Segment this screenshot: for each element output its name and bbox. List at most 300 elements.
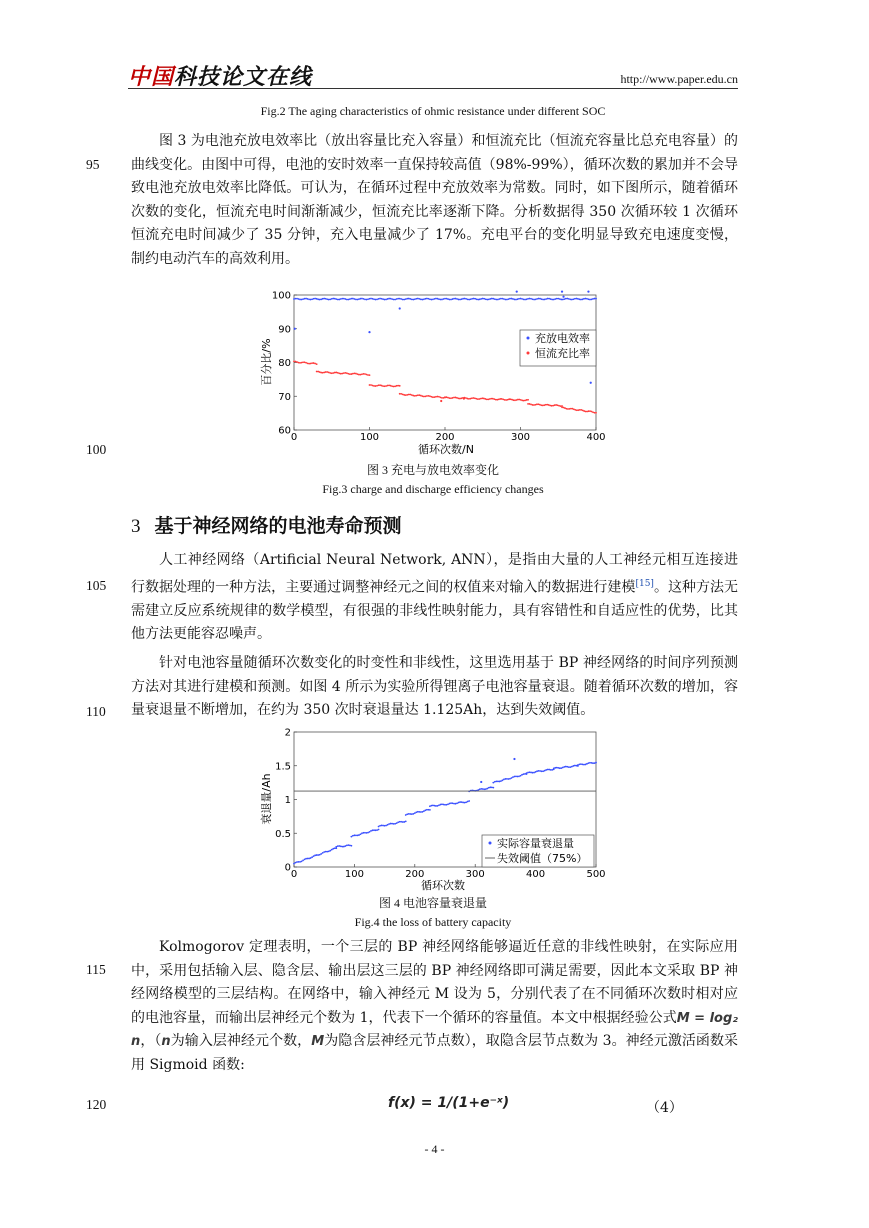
data-point — [508, 778, 510, 780]
data-point — [580, 763, 582, 765]
y-axis-label: 衰退量/Ah — [260, 773, 273, 825]
data-point — [302, 859, 304, 861]
line-number: 110 — [86, 704, 106, 719]
data-point — [319, 299, 321, 301]
data-point — [313, 298, 315, 300]
data-point — [595, 412, 597, 414]
fig4-caption-cn: 图 4 电池容量衰退量 — [378, 896, 487, 910]
data-point — [391, 823, 393, 825]
data-point — [432, 805, 434, 807]
data-point — [459, 299, 461, 301]
data-point — [545, 298, 547, 300]
section-heading: 3 基于神经网络的电池寿命预测 — [131, 515, 402, 537]
fig2-caption-en: Fig.2 The aging characteristics of ohmic resistance under different SOC — [260, 104, 606, 118]
data-point — [574, 298, 576, 300]
data-point — [406, 394, 408, 396]
data-point — [376, 385, 378, 387]
data-point — [492, 782, 494, 784]
data-point — [375, 299, 377, 301]
data-point — [592, 298, 594, 300]
data-point — [411, 813, 413, 815]
data-point — [335, 298, 337, 300]
data-point — [511, 298, 513, 300]
data-point — [464, 802, 466, 804]
data-point — [310, 363, 312, 365]
data-point — [468, 800, 470, 802]
data-point — [347, 299, 349, 301]
data-point — [352, 835, 354, 837]
data-point — [361, 298, 363, 300]
data-point — [370, 298, 372, 300]
data-point — [421, 299, 423, 301]
data-point — [426, 298, 428, 300]
data-point — [450, 299, 452, 301]
data-point — [455, 298, 457, 300]
data-point — [298, 362, 300, 364]
data-point — [408, 298, 410, 300]
x-tick-label: 200 — [405, 869, 425, 880]
legend-entry: 失效阈值（75%） — [497, 852, 588, 865]
data-point — [471, 298, 473, 300]
data-point — [554, 767, 556, 769]
data-point — [316, 363, 318, 365]
data-point — [536, 298, 538, 300]
data-point — [382, 298, 384, 300]
data-point — [347, 373, 349, 375]
data-point — [423, 810, 425, 812]
x-tick-label: 0 — [290, 869, 298, 880]
data-point — [455, 803, 457, 805]
data-point — [335, 372, 337, 374]
data-point — [406, 813, 408, 815]
data-point — [310, 299, 312, 301]
data-point — [489, 398, 491, 400]
data-point — [530, 772, 532, 774]
data-point — [524, 299, 526, 301]
data-point — [431, 396, 433, 398]
data-point — [459, 398, 461, 400]
data-point — [496, 399, 498, 401]
data-point — [340, 845, 342, 847]
fig4-caption-en: Fig.4 the loss of battery capacity — [354, 915, 512, 929]
data-point — [349, 844, 351, 846]
data-point — [323, 372, 325, 374]
data-point — [360, 374, 362, 376]
data-point — [588, 762, 590, 764]
data-point — [424, 396, 426, 398]
data-point — [447, 298, 449, 300]
data-point — [527, 298, 529, 300]
y-tick-label: 2 — [284, 727, 291, 739]
data-point — [314, 854, 316, 856]
data-point — [475, 398, 477, 400]
data-point — [482, 788, 484, 790]
data-point — [434, 396, 436, 398]
data-point — [391, 298, 393, 300]
data-point — [391, 385, 393, 387]
data-point — [548, 769, 550, 771]
outlier-point — [587, 291, 589, 293]
data-point — [350, 845, 352, 847]
data-point — [405, 820, 407, 822]
data-point — [588, 298, 590, 300]
y-tick-label: 90 — [278, 324, 291, 336]
inline-formula: M = log₂ n — [131, 1010, 738, 1049]
data-point — [476, 298, 478, 300]
outlier-point — [562, 296, 564, 298]
data-point — [441, 803, 443, 805]
x-tick-label: 300 — [510, 432, 531, 443]
outlier-point — [399, 307, 401, 309]
data-point — [412, 299, 414, 301]
fig3-efficiency-chart — [250, 285, 620, 460]
data-point — [364, 298, 366, 300]
data-point — [557, 767, 559, 769]
data-point — [414, 395, 416, 397]
inline-formula: M — [311, 1034, 325, 1049]
data-point — [388, 384, 390, 386]
y-axis-label: 百分比/% — [260, 338, 273, 386]
x-tick-label: 400 — [586, 432, 606, 443]
data-point — [583, 298, 585, 300]
data-point — [446, 298, 448, 300]
data-point — [527, 399, 529, 401]
data-point — [393, 386, 395, 388]
data-point — [527, 772, 529, 774]
fig3-caption-en: Fig.3 charge and discharge efficiency changes — [322, 482, 544, 496]
data-point — [326, 851, 328, 853]
data-point — [545, 769, 547, 771]
data-point — [320, 853, 322, 855]
outlier-point — [463, 398, 465, 400]
data-point — [326, 371, 328, 373]
data-point — [562, 299, 564, 301]
data-point — [505, 399, 507, 401]
data-point — [399, 385, 401, 387]
data-point — [384, 385, 386, 387]
data-point — [323, 298, 325, 300]
data-point — [301, 860, 303, 862]
legend-entry: 恒流充比率 — [535, 347, 590, 360]
data-point — [468, 299, 470, 301]
equation-number: （4） — [646, 1100, 683, 1116]
data-point — [305, 298, 307, 300]
data-point — [466, 398, 468, 400]
data-point — [394, 299, 396, 301]
data-point — [403, 299, 405, 301]
data-point — [443, 298, 445, 300]
legend-swatch — [489, 842, 492, 845]
data-point — [498, 298, 500, 300]
data-point — [437, 396, 439, 398]
line-number: 105 — [86, 578, 107, 593]
data-point — [307, 362, 309, 364]
data-point — [477, 299, 479, 301]
data-point — [329, 850, 331, 852]
data-point — [440, 804, 442, 806]
data-point — [563, 766, 565, 768]
data-point — [435, 396, 437, 398]
data-point — [492, 787, 494, 789]
data-point — [308, 858, 310, 860]
y-tick-label: 100 — [271, 290, 291, 302]
data-point — [566, 298, 568, 300]
header-url[interactable]: http://www.paper.edu.cn — [620, 72, 738, 86]
data-point — [352, 298, 354, 300]
data-point — [461, 801, 463, 803]
data-point — [344, 298, 346, 300]
data-point — [378, 298, 380, 300]
data-point — [350, 373, 352, 375]
data-point — [529, 298, 531, 300]
data-point — [438, 298, 440, 300]
data-point — [369, 374, 371, 376]
outlier-point — [513, 758, 515, 760]
data-point — [326, 298, 328, 300]
data-point — [489, 298, 491, 300]
data-point — [595, 298, 597, 300]
data-point — [366, 832, 368, 834]
data-point — [322, 852, 324, 854]
data-point — [529, 771, 531, 773]
data-point — [405, 394, 407, 396]
data-point — [378, 829, 380, 831]
data-point — [501, 779, 503, 781]
x-tick-label: 100 — [344, 869, 364, 880]
data-point — [429, 809, 431, 811]
paragraph-efficiency: 图 3 为电池充放电效率比（放出容量比充入容量）和恒流充比（恒流充容量比总充电容量）的曲线变化。由图中可得，电池的安时效率一直保持较高值（98%-99%），循环次数的累加并不会导致电池充放电效率比降低。可认为，在循环过程中充放效率为常数。同时，如下图所示，随着循环次数的变化，恒流充电时间渐渐减少，恒流充比率逐渐下降。分析数据得 350 次循环较 1 次循环恒流充电时间减少了 35 分钟，充入电量减少了 17%。充电平台的变化明显导致充电速度变慢，制约电动汽车的高效利用。 — [131, 133, 738, 267]
data-point — [301, 362, 303, 364]
data-point — [343, 372, 345, 374]
data-point — [421, 395, 423, 397]
data-point — [473, 298, 475, 300]
data-point — [506, 299, 508, 301]
data-point — [396, 298, 398, 300]
data-point — [366, 299, 368, 301]
legend-entry: 充放电效率 — [535, 332, 590, 345]
data-point — [532, 298, 534, 300]
data-point — [566, 766, 568, 768]
data-point — [498, 781, 500, 783]
data-point — [414, 812, 416, 814]
line-number: 100 — [86, 442, 107, 457]
data-point — [347, 844, 349, 846]
line-number: 120 — [86, 1097, 107, 1112]
data-point — [431, 805, 433, 807]
data-point — [332, 848, 334, 850]
y-tick-label: 80 — [278, 358, 291, 369]
legend-swatch — [527, 337, 530, 340]
sigmoid-equation: f(x) = 1/(1+e⁻ˣ) — [388, 1095, 510, 1111]
citation-link[interactable]: [15] — [635, 578, 654, 589]
data-point — [331, 372, 333, 374]
x-tick-label: 200 — [435, 432, 455, 443]
y-tick-label: 1.5 — [275, 761, 291, 773]
data-point — [415, 395, 417, 397]
paragraph-ann: 人工神经网络（Artificial Neural Network, ANN），是指由大量的人工神经元相互连接进行数据处理的一种方法，主要通过调整神经元之间的权值来对输入的数据进行建模[15]。这种方法无需建立反应系统规律的数学模型，有很强的非线性映射能力，具有容错性和自适应性的优势，比其他方法更能容忍噪声。 — [131, 552, 739, 643]
line-number: 115 — [86, 962, 106, 977]
data-point — [322, 298, 324, 300]
outlier-point — [440, 400, 442, 402]
data-point — [450, 397, 452, 399]
data-point — [418, 394, 420, 396]
data-point — [379, 384, 381, 386]
data-point — [452, 802, 454, 804]
data-point — [571, 299, 573, 301]
data-point — [293, 298, 295, 300]
data-point — [360, 833, 362, 835]
y-tick-label: 1 — [284, 795, 291, 806]
data-point — [580, 299, 582, 301]
data-point — [553, 299, 555, 301]
data-point — [299, 362, 301, 364]
data-point — [331, 298, 333, 300]
line-number: 95 — [86, 157, 100, 172]
data-point — [491, 786, 493, 788]
data-point — [332, 372, 334, 374]
data-point — [533, 404, 535, 406]
data-point — [301, 299, 303, 301]
data-point — [397, 385, 399, 387]
data-point — [338, 845, 340, 847]
data-point — [582, 763, 584, 765]
data-point — [357, 299, 359, 301]
data-point — [578, 298, 580, 300]
data-point — [310, 857, 312, 859]
legend-swatch — [527, 352, 530, 355]
data-point — [536, 770, 538, 772]
data-point — [556, 767, 558, 769]
data-point — [350, 836, 352, 838]
data-point — [595, 762, 597, 764]
x-axis-label: 循环次数 — [421, 879, 465, 892]
data-point — [311, 856, 313, 858]
data-point — [379, 825, 381, 827]
data-point — [494, 298, 496, 300]
data-point — [557, 298, 559, 300]
data-point — [565, 766, 567, 768]
outlier-point — [590, 382, 592, 384]
outlier-point — [368, 331, 370, 333]
data-point — [434, 298, 436, 300]
data-point — [357, 835, 359, 837]
data-point — [314, 298, 316, 300]
data-point — [420, 298, 422, 300]
data-point — [387, 298, 389, 300]
data-point — [323, 851, 325, 853]
outlier-point — [294, 328, 296, 330]
fig4-capacity-loss-chart — [250, 725, 620, 895]
data-point — [369, 298, 371, 300]
data-point — [338, 372, 340, 374]
data-point — [370, 384, 372, 386]
data-point — [317, 854, 319, 856]
data-point — [585, 298, 587, 300]
data-point — [578, 763, 580, 765]
legend-entry: 实际容量衰退量 — [497, 837, 574, 850]
outlier-point — [516, 291, 518, 293]
data-point — [396, 385, 398, 387]
data-point — [361, 373, 363, 375]
data-point — [550, 298, 552, 300]
data-point — [296, 298, 298, 300]
data-point — [520, 298, 522, 300]
data-point — [523, 298, 525, 300]
data-point — [434, 805, 436, 807]
data-point — [375, 385, 377, 387]
data-point — [329, 372, 331, 374]
data-point — [515, 299, 517, 301]
data-point — [480, 398, 482, 400]
x-tick-label: 500 — [586, 869, 606, 880]
y-tick-label: 60 — [278, 425, 291, 437]
data-point — [331, 849, 333, 851]
data-point — [424, 298, 426, 300]
data-point — [412, 395, 414, 397]
y-tick-label: 0.5 — [275, 828, 291, 840]
data-point — [344, 372, 346, 374]
x-axis-label: 循环次数/N — [418, 443, 474, 456]
page-number: - 4 - — [424, 1142, 445, 1156]
data-point — [575, 298, 577, 300]
data-point — [317, 298, 319, 300]
y-tick-label: 70 — [278, 391, 291, 403]
data-point — [429, 298, 431, 300]
data-point — [417, 298, 419, 300]
x-tick-label: 300 — [465, 869, 485, 880]
data-point — [501, 298, 503, 300]
data-point — [343, 298, 345, 300]
data-point — [313, 362, 315, 364]
data-point — [340, 298, 342, 300]
data-point — [494, 781, 496, 783]
data-point — [539, 770, 541, 772]
data-point — [369, 831, 371, 833]
data-point — [341, 373, 343, 375]
journal-logo: 中国科技论文在线 — [128, 65, 313, 90]
x-tick-label: 100 — [359, 432, 380, 443]
data-point — [480, 298, 482, 300]
data-point — [400, 821, 402, 823]
inline-formula: n — [161, 1034, 171, 1049]
x-tick-label: 400 — [526, 869, 546, 880]
data-point — [479, 788, 481, 790]
data-point — [511, 777, 513, 779]
data-point — [388, 823, 390, 825]
header-divider — [128, 88, 738, 89]
data-point — [322, 372, 324, 374]
data-point — [541, 298, 543, 300]
outlier-point — [480, 781, 482, 783]
data-point — [449, 803, 451, 805]
data-point — [427, 395, 429, 397]
data-point — [399, 298, 401, 300]
data-point — [520, 775, 522, 777]
outlier-point — [561, 291, 563, 293]
data-point — [503, 298, 505, 300]
paragraph-bp-method: 针对电池容量随循环次数变化的时变性和非线性，这里选用基于 BP 神经网络的时间序列预测方法对其进行建模和预测。如图 4 所示为实验所得锂离子电池容量衰退。随着循环次数的增加，容量衰退量不断增加，在约为 350 次时衰退量达 1.125Ah，达到失效阈值。 — [131, 655, 738, 718]
data-point — [373, 298, 375, 300]
y-tick-label: 0 — [284, 862, 291, 874]
data-point — [384, 825, 386, 827]
fig3-caption-cn: 图 3 充电与放电效率变化 — [366, 463, 499, 477]
data-point — [485, 298, 487, 300]
data-point — [382, 385, 384, 387]
data-point — [554, 298, 556, 300]
data-point — [443, 804, 445, 806]
paragraph-kolmogorov: Kolmogorov 定理表明，一个三层的 BP 神经网络能够逼近任意的非线性映射，在实际应用中，采用包括输入层、隐含层、输出层这三层的 BP 神经网络即可满足需要，因此本文采取 BP 神经网络模型的三层结构。在网络中，输入神经元 M 设为 5，分别代表了在不同循环次数时相对应的电池容量，而输出层神经元个数为 1，代表下一个循环的容量值。本文中根据经验公式M = log₂ n，（n为输入层神经元个数，M为隐含层神经元节点数），取隐含层节点数为 3。神经元激活函数采用 Sigmoid 函数: — [131, 939, 739, 1073]
data-point — [396, 822, 398, 824]
